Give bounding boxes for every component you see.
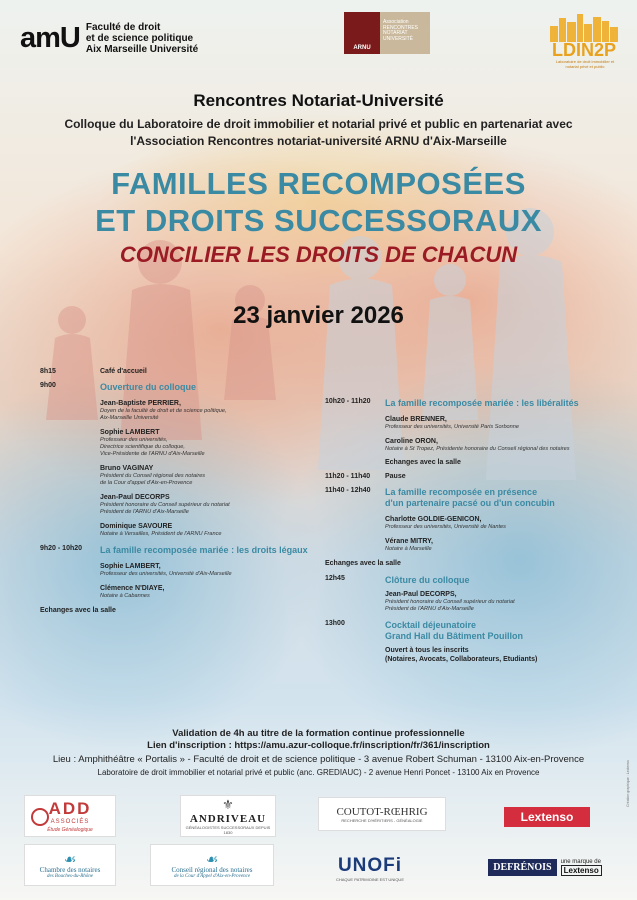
validation-note: Validation de 4h au titre de la formation continue professionnelle <box>172 728 465 739</box>
qa-session: Echanges avec la salle <box>385 459 461 466</box>
sponsor-logos <box>20 792 620 890</box>
conseil-regional-notaires-logo: ☙ Conseil régional des notaires de la Cour d'Appel d'Aix-en-Provence <box>150 844 274 886</box>
city-skyline-icon <box>548 12 620 42</box>
slot-title: Clôture du colloque <box>385 575 470 585</box>
amu-mark: amU <box>20 22 80 54</box>
ldin2p-label: LDIN2P <box>551 40 616 60</box>
amu-logo <box>20 22 198 55</box>
defrenois-logo: DEFRÉNOIS une marque de Lextenso <box>472 854 618 880</box>
slot-title: La famille recomposée mariée : les libéralités <box>385 398 579 408</box>
venue-address: Lieu : Amphithéâtre « Portalis » - Faculté de droit et de science politique - 3 avenue Robert Schuman - 13100 Aix-en-Provence <box>52 754 585 765</box>
slot-time: 8h15 <box>40 368 56 375</box>
main-title-line-1: FAMILLES RECOMPOSÉES <box>111 166 526 201</box>
arnu-emblem: ARNU <box>344 12 380 54</box>
speaker: Sophie LAMBERT, Professeur des universités, Université d'Aix-Marseille <box>100 563 232 577</box>
qa-session: Echanges avec la salle <box>40 607 116 614</box>
program-slot <box>40 545 310 600</box>
slot-title-line-1: La famille recomposée en présence <box>385 487 538 497</box>
unofi-logo: UNOFi CHAQUE PATRIMOINE EST UNIQUE <box>335 854 404 882</box>
speaker: Vérane MITRY, Notaire à Marseille <box>385 538 433 552</box>
slot-title: Ouverture du colloque <box>100 382 197 392</box>
chambre-notaires-logo: ☙ Chambre des notaires des Bouches-du-Rhône <box>24 844 116 886</box>
colloquium-line-2: l'Association Rencontres notariat-université ARNU d'Aix-Marseille <box>130 134 507 148</box>
slot-time: 11h40 - 12h40 <box>325 487 371 494</box>
cocktail-title: Cocktail déjeunatoire <box>385 620 477 630</box>
program-left-column <box>40 368 310 621</box>
program-slot <box>40 382 310 538</box>
speaker: Jean-Paul DECORPS Président honoraire du Conseil supérieur du notariat Président de l'ARNU d'Aix-Marseille <box>100 494 230 515</box>
slot-label: Café d'accueil <box>100 368 147 375</box>
andriveau-crest-icon: ⚜ <box>222 797 234 812</box>
slot-time: 12h45 <box>325 575 345 582</box>
add-leaf-icon <box>31 808 49 826</box>
speaker: Charlotte GOLDIE-GENICON, Professeur des universités, Université de Nantes <box>385 516 506 530</box>
speaker: Sophie LAMBERT Professeur des universités, Directrice scientifique du colloque, Vice-Présidente de l'ARNU d'Aix-Marseille <box>100 429 205 457</box>
slot-time: 10h20 - 11h20 <box>325 398 371 405</box>
graphic-credit: Création graphique : Lextenso <box>626 760 630 807</box>
amu-faculty-text: Faculté de droit et de science politique Aix Marseille Université <box>85 22 199 55</box>
program-slot <box>325 398 615 466</box>
main-title-line-2: ET DROITS SUCCESSORAUX <box>95 203 542 238</box>
cocktail-location: Grand Hall du Bâtiment Pouillon <box>385 631 524 641</box>
colloquium-line-1: Colloque du Laboratoire de droit immobilier et notarial privé et public en partenariat avec <box>64 117 573 131</box>
program-right-column <box>325 398 615 670</box>
arnu-text: Association RENCONTRES NOTARIAT UNIVERSITÉ <box>380 12 430 54</box>
speaker: Jean-Baptiste PERRIER, Doyen de la faculté de droit et de science politique, Aix-Marseille Université <box>100 400 227 421</box>
speaker: Claude BRENNER, Professeur des universités, Université Paris Sorbonne <box>385 416 520 430</box>
lab-address: Laboratoire de droit immobilier et notarial privé et public (anc. GREDIAUC) - 2 avenue Henri Poncet - 13100 Aix en Provence <box>97 768 540 777</box>
qa-session: Echanges avec la salle <box>325 560 401 567</box>
arnu-logo <box>344 12 430 54</box>
speaker: Caroline ORON, Notaire à St Tropez, Présidente honoraire du Conseil régional des notaires <box>385 438 570 452</box>
program-slot <box>325 575 615 613</box>
speaker: Clémence N'DIAYE, Notaire à Cabannes <box>100 585 165 599</box>
ldin2p-subtitle: Laboratoire de droit immobilier et notarial privé et public <box>555 59 615 69</box>
registration-link[interactable]: Lien d'inscription : https://amu.azur-colloque.fr/inscription/fr/361/inscription <box>147 740 490 751</box>
ldin2p-logo <box>548 12 620 72</box>
event-date: 23 janvier 2026 <box>233 302 404 329</box>
slot-time: 11h20 - 11h40 <box>325 473 371 480</box>
slot-time: 13h00 <box>325 620 345 627</box>
coutot-roehrig-logo: COUTOT-RŒHRIG RECHERCHE D'HÉRITIERS - GÉNÉALOGIE <box>318 797 446 831</box>
slot-title: La famille recomposée mariée : les droits légaux <box>100 545 308 555</box>
slot-time: 9h20 - 10h20 <box>40 545 83 552</box>
andriveau-logo: ⚜ ANDRIVEAU GÉNÉALOGISTES SUCCESSORAUX DEPUIS 1830 <box>180 795 276 837</box>
speaker: Dominique SAVOURE Notaire à Versailles, Président de l'ARNU France <box>100 523 222 537</box>
program-slot <box>325 487 615 553</box>
cocktail-open-to: Ouvert à tous les inscrits <box>385 647 469 654</box>
notaires-emblem-icon: ☙ <box>205 850 219 867</box>
speaker: Bruno VAGINAY Président du Conseil régional des notaires de la Cour d'appel d'Aix-en-Provence <box>100 465 206 486</box>
add-associes-logo: ADD ASSOCIÉS Étude Généalogique <box>24 795 116 837</box>
event-series-title: Rencontres Notariat-Université <box>193 91 444 110</box>
lextenso-logo: Lextenso <box>504 807 590 827</box>
cocktail-audience: (Notaires, Avocats, Collaborateurs, Etudiants) <box>385 656 538 663</box>
slot-time: 9h00 <box>40 382 56 389</box>
program-slot <box>325 620 615 663</box>
subtitle: CONCILIER LES DROITS DE CHACUN <box>119 242 518 267</box>
slot-label: Pause <box>385 473 406 480</box>
slot-title-line-2: d'un partenaire pacsé ou d'un concubin <box>385 498 555 508</box>
notaires-emblem-icon: ☙ <box>63 850 77 867</box>
speaker: Jean-Paul DECORPS, Président honoraire du Conseil supérieur du notariat Président de l'ARNU d'Aix-Marseille <box>385 591 515 612</box>
program-slot <box>325 473 615 480</box>
program-slot <box>40 368 310 375</box>
